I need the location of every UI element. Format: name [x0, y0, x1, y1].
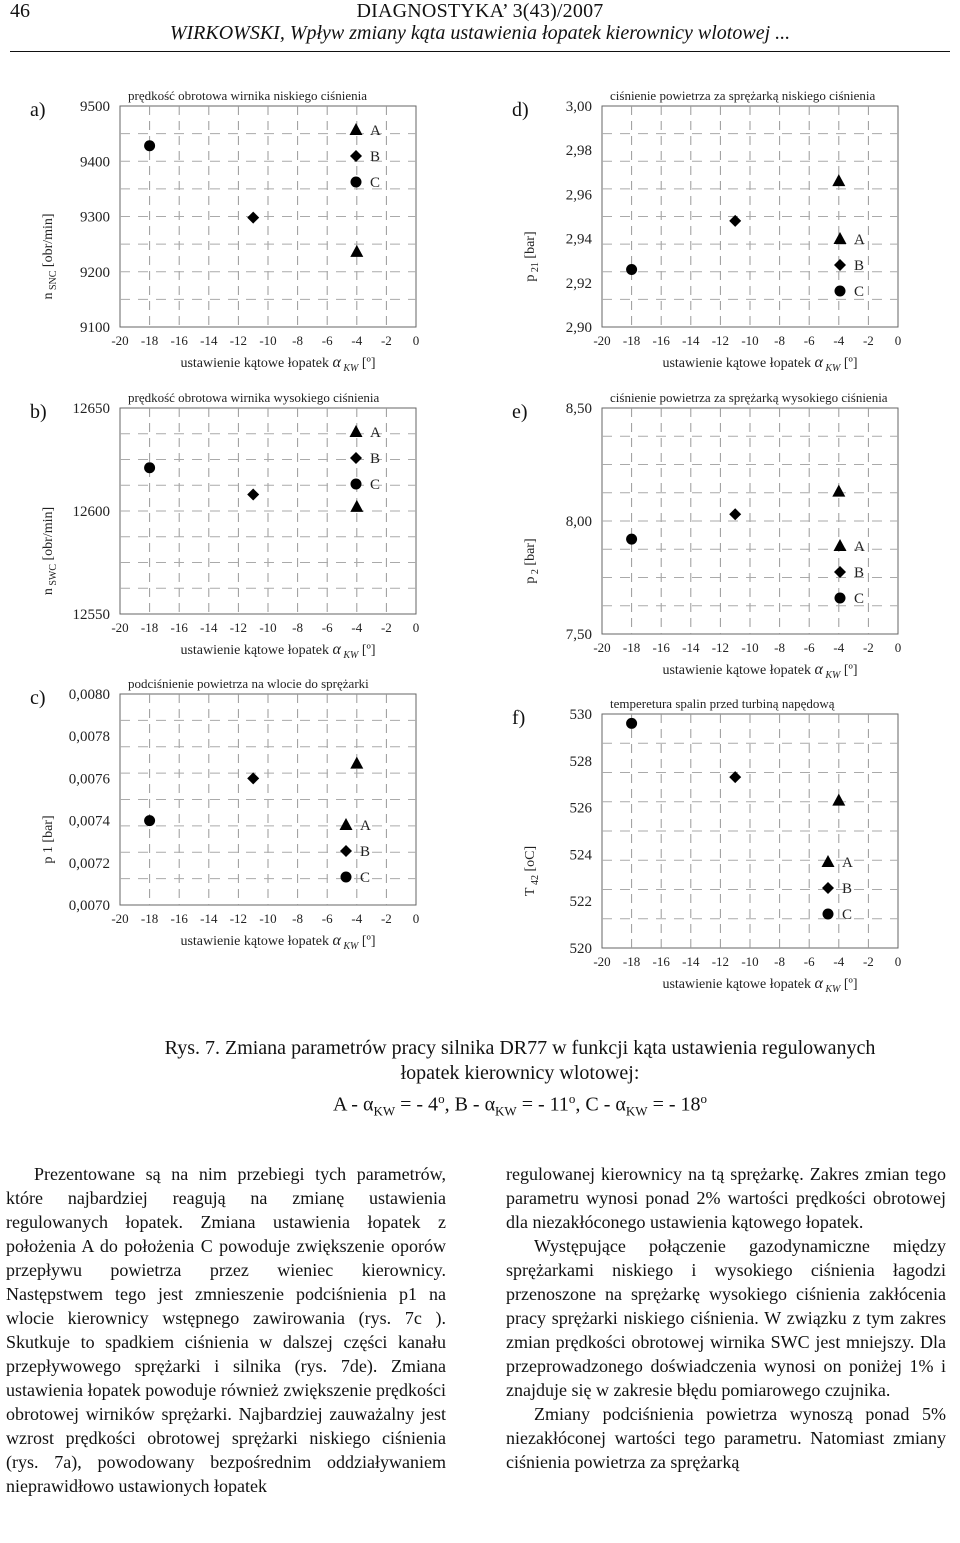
series-markers	[144, 140, 363, 257]
panel-label: d)	[512, 99, 529, 121]
data-point-a	[832, 485, 845, 497]
y-tick-label: 12600	[72, 504, 110, 520]
x-tick-label: -12	[711, 640, 730, 655]
legend-marker-b	[350, 150, 362, 162]
x-axis-label: ustawienie kątowe łopatek α $_{KW}$ [º]	[662, 354, 858, 374]
y-tick-label: 522	[569, 894, 592, 911]
legend	[350, 425, 382, 493]
x-tick-label: -16	[170, 911, 188, 926]
legend-marker-b	[340, 845, 352, 857]
header-rule	[10, 51, 950, 52]
x-axis-label: ustawienie kątowe łopatek α $_{KW}$ [º]	[662, 975, 858, 995]
paragraph: Prezentowane są na nim przebiegi tych parametrów, które najbardziej reagują na zmianę ustawienia regulowanych łopatek. Zmiana ustawienia łopatek z położenia A do położenia C powoduje zwiększenie oporów przepływu powietrza przez wieniec kierownicy. Następstwem tego jest zmnieszenie podciśnienia p1 na wlocie kierownicy wstępnego zawirowania (rys. 7c ). Skutkuje to spadkiem ciśnienia w dalszej części kanału przepływowego sprężarki i silnika (rys. 7de). Zmiana ustawienia łopatek powoduje również zwiększenie prędkości obrotowej wirników sprężarki. Najbardziej zauważalny jest wzrost prędkości obrotowej sprężarki niskiego ciśnienia (rys. 7a), powodowany bezpośrednim oddziaływaniem nieprawidłowo ustawionych łopatek	[6, 1164, 446, 1496]
legend-label: B	[854, 565, 865, 581]
journal-name: DIAGNOSTYKA’ 3(43)/2007	[356, 0, 604, 22]
x-tick-label: -20	[111, 620, 129, 635]
y-tick-label: 12550	[72, 607, 110, 623]
legend-label: C	[854, 591, 865, 607]
y-tick-label: 9300	[80, 209, 110, 226]
x-tick-label: -6	[803, 640, 815, 655]
x-tick-label: -20	[593, 333, 611, 348]
series-markers	[144, 757, 363, 826]
x-tick-label: 0	[894, 640, 902, 655]
x-tick-label: 0	[412, 911, 420, 926]
y-tick-label: 9200	[80, 264, 110, 281]
y-tick-label: 3,00	[565, 99, 592, 115]
legend-marker-c	[835, 286, 846, 297]
y-tick-label: 9100	[80, 320, 110, 336]
caption-line-3: A - $\alpha_{KW}$ = - 4$^o$, B - $\alpha_{KW}$ = - 11$^o$, C - $\alpha_{KW}$ = - 18$^o$	[332, 1091, 708, 1119]
x-tick-label: -10	[741, 333, 759, 348]
x-tick-label: -4	[351, 333, 363, 348]
x-tick-label: -2	[862, 954, 874, 969]
legend-marker-c	[351, 479, 362, 490]
y-axis-label: p $_2$ [bar]	[523, 538, 541, 584]
body-column-right	[506, 1162, 946, 1474]
x-tick-label: -2	[380, 333, 392, 348]
legend-label: B	[360, 844, 371, 860]
paragraph: regulowanej kierownicy na tą sprężarkę. Zakres zmian tego parametru wynosi ponad 2% wartości prędkości obrotowej dla niezakłóconego ustawienia kątowego łopatek.	[506, 1164, 946, 1232]
x-tick-label: -8	[774, 640, 786, 655]
y-tick-label: 530	[569, 707, 592, 723]
y-tick-label: 2,92	[565, 275, 592, 292]
panel-label: f)	[512, 707, 526, 729]
panel-label: e)	[512, 401, 528, 423]
legend-label: C	[854, 284, 865, 300]
x-tick-label: -10	[259, 620, 277, 635]
x-tick-label: -10	[741, 954, 759, 969]
x-tick-label: -2	[380, 911, 392, 926]
caption-line-2: łopatek kierownicy wlotowej:	[400, 1062, 640, 1084]
chart-f	[510, 688, 910, 1006]
x-tick-label: -12	[711, 954, 730, 969]
x-tick-label: -14	[682, 333, 700, 348]
chart-e	[510, 382, 910, 692]
chart-title: ciśnienie powietrza za sprężarką wysokiego ciśnienia	[610, 390, 888, 405]
x-tick-label: -20	[111, 333, 129, 348]
data-point-c	[144, 462, 155, 473]
data-point-a	[350, 500, 363, 512]
y-tick-label: 12650	[72, 401, 110, 417]
paragraph: Występujące połączenie gazodynamiczne między sprężarkami niskiego i wysokiego ciśnienia łagodzi przenoszone na sprężarkę wysokiego ciśnienia zakłócenia pracy sprężarki niskiego ciśnienia. W związku z tym zakres zmian prędkości obrotowej wirnika SWC jest mniejszy. Dla przeprowadzonego doświadczenia wynosi on poniżej 1% i znajduje się w zakresie błędu pomiarowego czujnika.	[506, 1236, 946, 1400]
legend-marker-b	[834, 259, 846, 271]
legend-label: B	[370, 451, 381, 467]
y-tick-label: 8,00	[565, 514, 592, 530]
data-point-c	[626, 534, 637, 545]
legend-label: A	[370, 123, 381, 139]
x-tick-label: -16	[652, 954, 670, 969]
panel-label: c)	[30, 687, 46, 709]
x-tick-label: -14	[682, 954, 700, 969]
legend-marker-a	[340, 818, 353, 830]
legend-label: A	[360, 818, 371, 834]
x-tick-label: -12	[229, 911, 248, 926]
legend-marker-a	[822, 855, 835, 867]
legend-label: B	[370, 149, 381, 165]
x-tick-label: -6	[321, 911, 333, 926]
x-tick-label: -12	[229, 333, 248, 348]
running-title: WIRKOWSKI, Wpływ zmiany kąta ustawienia łopatek kierownicy wlotowej ...	[169, 22, 791, 44]
data-point-a	[832, 794, 845, 806]
x-axis-label: ustawienie kątowe łopatek α $_{KW}$ [º]	[180, 641, 376, 661]
x-tick-label: -4	[833, 954, 845, 969]
x-tick-label: -18	[622, 333, 641, 348]
y-axis-label: p 1 [bar]	[41, 815, 56, 864]
chart-b	[28, 382, 428, 672]
panel-label: b)	[30, 401, 47, 423]
x-tick-label: -6	[803, 954, 815, 969]
x-tick-label: -2	[380, 620, 392, 635]
data-point-b	[729, 508, 741, 520]
x-tick-label: -8	[292, 333, 304, 348]
x-axis-label: ustawienie kątowe łopatek α $_{KW}$ [º]	[180, 932, 376, 952]
x-tick-label: -16	[652, 333, 670, 348]
chart-c	[28, 668, 428, 963]
x-axis-label: ustawienie kątowe łopatek α $_{KW}$ [º]	[180, 354, 376, 374]
x-tick-label: -2	[862, 333, 874, 348]
data-point-b	[247, 489, 259, 501]
y-tick-label: 2,94	[565, 231, 592, 248]
y-tick-label: 524	[569, 847, 592, 864]
legend-marker-b	[350, 452, 362, 464]
chart-title: temperetura spalin przed turbiną napędową	[610, 696, 835, 711]
y-tick-label: 2,90	[565, 320, 592, 336]
x-tick-label: -8	[292, 911, 304, 926]
caption-line-1: Rys. 7. Zmiana parametrów pracy silnika DR77 w funkcji kąta ustawienia regulowanych	[164, 1037, 876, 1059]
x-tick-label: -20	[593, 640, 611, 655]
x-tick-label: 0	[894, 333, 902, 348]
legend-label: A	[854, 539, 865, 555]
x-tick-label: -2	[862, 640, 874, 655]
chart-title: prędkość obrotowa wirnika wysokiego ciśnienia	[128, 390, 380, 405]
page-number: 46	[10, 0, 30, 22]
x-tick-label: -6	[803, 333, 815, 348]
x-tick-label: -14	[682, 640, 700, 655]
legend-marker-c	[835, 593, 846, 604]
x-tick-label: -6	[321, 620, 333, 635]
legend-marker-b	[822, 882, 834, 894]
y-tick-label: 0,0070	[68, 898, 110, 914]
series-markers	[626, 718, 845, 806]
x-tick-label: -12	[711, 333, 730, 348]
legend-label: B	[854, 258, 865, 274]
x-tick-label: -6	[321, 333, 333, 348]
x-tick-label: -16	[170, 620, 188, 635]
data-point-a	[350, 245, 363, 257]
x-tick-label: -4	[351, 911, 363, 926]
legend-marker-a	[350, 123, 363, 135]
x-tick-label: -20	[593, 954, 611, 969]
data-point-b	[247, 212, 259, 224]
y-tick-label: 526	[569, 800, 592, 817]
chart-a	[28, 80, 428, 385]
series-markers	[626, 485, 845, 545]
y-tick-label: 520	[569, 941, 592, 957]
x-tick-label: -4	[833, 640, 845, 655]
y-tick-label: 0,0072	[68, 855, 110, 872]
x-tick-label: -8	[774, 333, 786, 348]
x-tick-label: -10	[741, 640, 759, 655]
y-tick-label: 8,50	[565, 401, 592, 417]
legend-marker-a	[834, 232, 847, 244]
legend	[834, 232, 866, 300]
chart-title: podciśnienie powietrza na wlocie do sprężarki	[128, 676, 369, 691]
y-axis-label: T $_{42}$ [oC]	[523, 845, 541, 897]
data-point-c	[144, 815, 155, 826]
y-tick-label: 2,98	[565, 143, 592, 160]
x-tick-label: -18	[140, 911, 159, 926]
legend-marker-c	[351, 177, 362, 188]
chart-d	[510, 80, 910, 385]
legend-label: A	[854, 232, 865, 248]
data-point-c	[626, 264, 637, 275]
data-point-a	[832, 174, 845, 186]
x-tick-label: -4	[351, 620, 363, 635]
series-markers	[144, 462, 363, 512]
legend-label: C	[360, 870, 371, 886]
chart-title: ciśnienie powietrza za sprężarką niskiego ciśnienia	[610, 88, 876, 103]
legend-label: C	[370, 175, 381, 191]
data-point-b	[247, 772, 259, 784]
body-column-left	[6, 1162, 446, 1498]
y-tick-label: 0,0080	[68, 687, 110, 703]
legend-marker-c	[823, 909, 834, 920]
paragraph: Zmiany podciśnienia powietrza wynoszą ponad 5% niezakłóconej wartości tego parametru. Natomiast zmiany ciśnienia powietrza za sprężarką	[506, 1404, 946, 1472]
x-tick-label: -18	[622, 954, 641, 969]
y-axis-label: p $_{21}$ [bar]	[523, 231, 541, 282]
x-tick-label: -18	[622, 640, 641, 655]
legend	[834, 539, 866, 607]
x-tick-label: -20	[111, 911, 129, 926]
y-tick-label: 0,0078	[68, 729, 110, 746]
y-tick-label: 528	[569, 753, 592, 770]
y-axis-label: n $_{SWC}$ [obr/min]	[41, 506, 59, 596]
x-tick-label: -16	[652, 640, 670, 655]
y-tick-label: 2,96	[565, 187, 592, 204]
x-tick-label: -8	[774, 954, 786, 969]
x-tick-label: 0	[894, 954, 902, 969]
legend-marker-b	[834, 566, 846, 578]
x-tick-label: -18	[140, 620, 159, 635]
x-tick-label: -10	[259, 333, 277, 348]
legend-label: A	[370, 425, 381, 441]
x-tick-label: -14	[200, 333, 218, 348]
y-tick-label: 7,50	[565, 627, 592, 643]
x-tick-label: 0	[412, 620, 420, 635]
x-tick-label: -14	[200, 620, 218, 635]
y-tick-label: 9500	[80, 99, 110, 115]
x-tick-label: -8	[292, 620, 304, 635]
legend-marker-a	[834, 539, 847, 551]
legend-marker-c	[341, 872, 352, 883]
x-tick-label: -16	[170, 333, 188, 348]
x-tick-label: -18	[140, 333, 159, 348]
x-tick-label: -14	[200, 911, 218, 926]
panel-label: a)	[30, 99, 46, 121]
x-tick-label: -10	[259, 911, 277, 926]
y-axis-label: n $_{SNC}$ [obr/min]	[41, 213, 59, 300]
data-point-c	[144, 140, 155, 151]
legend-label: C	[370, 477, 381, 493]
legend-marker-a	[350, 425, 363, 437]
x-axis-label: ustawienie kątowe łopatek α $_{KW}$ [º]	[662, 661, 858, 681]
figure-caption	[120, 1036, 920, 1124]
legend-label: B	[842, 881, 853, 897]
data-point-a	[350, 757, 363, 769]
legend-label: A	[842, 855, 853, 871]
x-tick-label: -12	[229, 620, 248, 635]
chart-title: prędkość obrotowa wirnika niskiego ciśnienia	[128, 88, 367, 103]
legend-label: C	[842, 907, 853, 923]
y-tick-label: 0,0074	[68, 813, 110, 830]
x-tick-label: -4	[833, 333, 845, 348]
data-point-c	[626, 718, 637, 729]
y-tick-label: 9400	[80, 154, 110, 171]
y-tick-label: 0,0076	[68, 771, 110, 788]
legend	[350, 123, 382, 191]
x-tick-label: 0	[412, 333, 420, 348]
